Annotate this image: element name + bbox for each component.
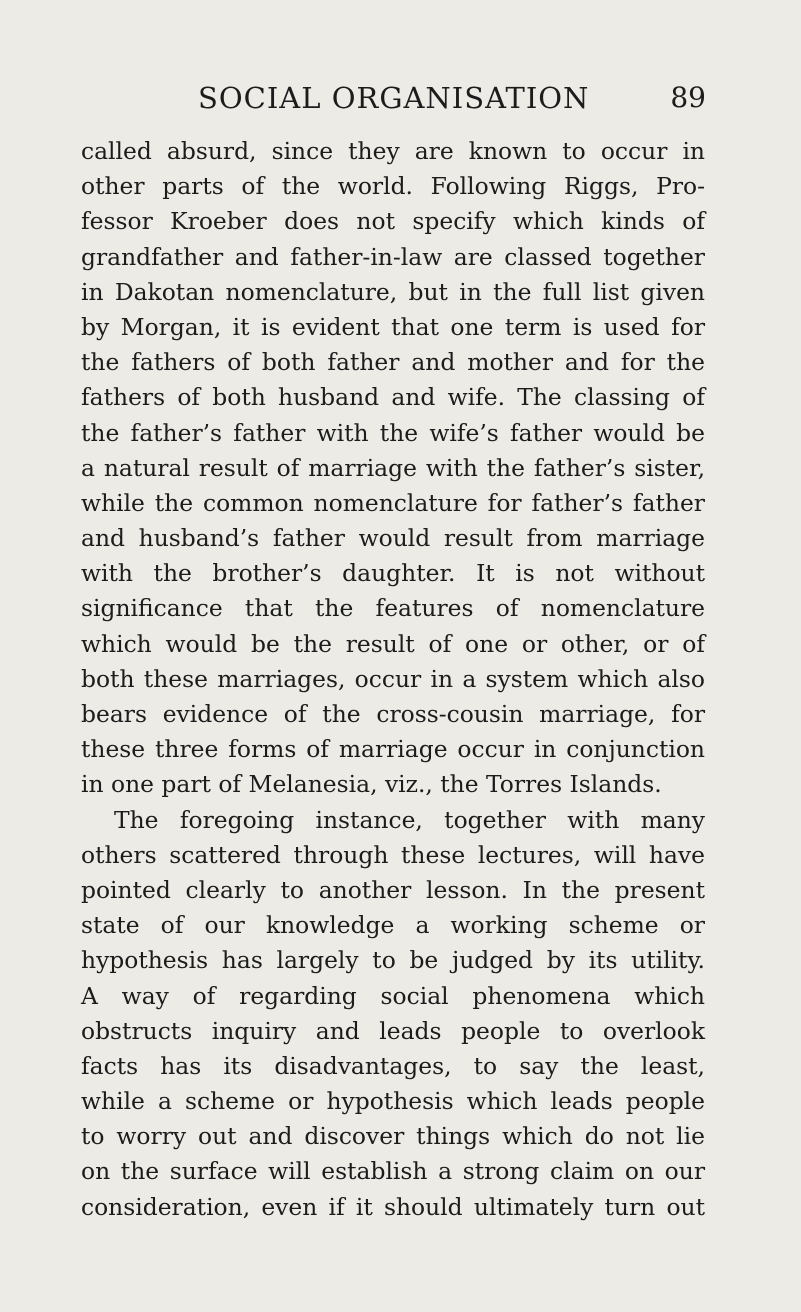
text-line: obstructs inquiry and leads people to overlook bbox=[81, 1016, 705, 1045]
text-line: the father’s father with the wife’s father would be bbox=[81, 418, 705, 447]
text-line: facts has its disadvantages, to say the least, bbox=[81, 1051, 705, 1080]
text-line: both these marriages, occur in a system which also bbox=[81, 664, 705, 693]
text-line: and husband’s father would result from marriage bbox=[81, 524, 705, 553]
text-line: on the surface will establish a strong claim on our bbox=[81, 1157, 705, 1186]
page-number: 89 bbox=[670, 81, 706, 114]
text-line: hypothesis has largely to be judged by its utility. bbox=[81, 946, 705, 975]
page-header bbox=[80, 78, 706, 118]
text-line: in one part of Melanesia, viz., the Torres Islands. bbox=[81, 770, 662, 799]
text-line: in Dakotan nomenclature, but in the full list given bbox=[81, 277, 705, 306]
text-line: a natural result of marriage with the father’s sister, bbox=[81, 453, 705, 482]
running-head: SOCIAL ORGANISATION bbox=[198, 81, 590, 115]
text-line: these three forms of marriage occur in conjunction bbox=[81, 735, 705, 764]
text-line: pointed clearly to another lesson. In the present bbox=[81, 875, 705, 904]
text-line: to worry out and discover things which do not lie bbox=[81, 1122, 705, 1151]
body-text bbox=[81, 134, 705, 1225]
text-line: bears evidence of the cross-cousin marriage, for bbox=[81, 700, 705, 728]
text-line: which would be the result of one or other, or of bbox=[81, 629, 705, 658]
text-line: fathers of both husband and wife. The classing of bbox=[81, 383, 705, 412]
text-line: others scattered through these lectures, will have bbox=[81, 840, 705, 869]
text-line: fessor Kroeber does not specify which kinds of bbox=[81, 207, 705, 236]
text-line: state of our knowledge a working scheme or bbox=[81, 911, 705, 940]
text-line: consideration, even if it should ultimately turn out bbox=[81, 1192, 705, 1221]
text-line: the fathers of both father and mother and for the bbox=[81, 348, 705, 377]
text-line: The foregoing instance, together with many bbox=[114, 805, 705, 834]
text-line: while the common nomenclature for father’s father bbox=[81, 488, 705, 517]
text-line: grandfather and father-in-law are classed together bbox=[81, 242, 705, 271]
text-line: with the brother’s daughter. It is not without bbox=[81, 559, 705, 588]
text-line: by Morgan, it is evident that one term is used for bbox=[81, 312, 705, 341]
text-line: A way of regarding social phenomena which bbox=[81, 981, 705, 1010]
text-line: while a scheme or hypothesis which leads people bbox=[81, 1087, 705, 1116]
text-line: significance that the features of nomenclature bbox=[81, 594, 705, 623]
text-line: other parts of the world. Following Riggs, Pro- bbox=[81, 172, 705, 201]
text-line: called absurd, since they are known to occur in bbox=[81, 137, 705, 165]
